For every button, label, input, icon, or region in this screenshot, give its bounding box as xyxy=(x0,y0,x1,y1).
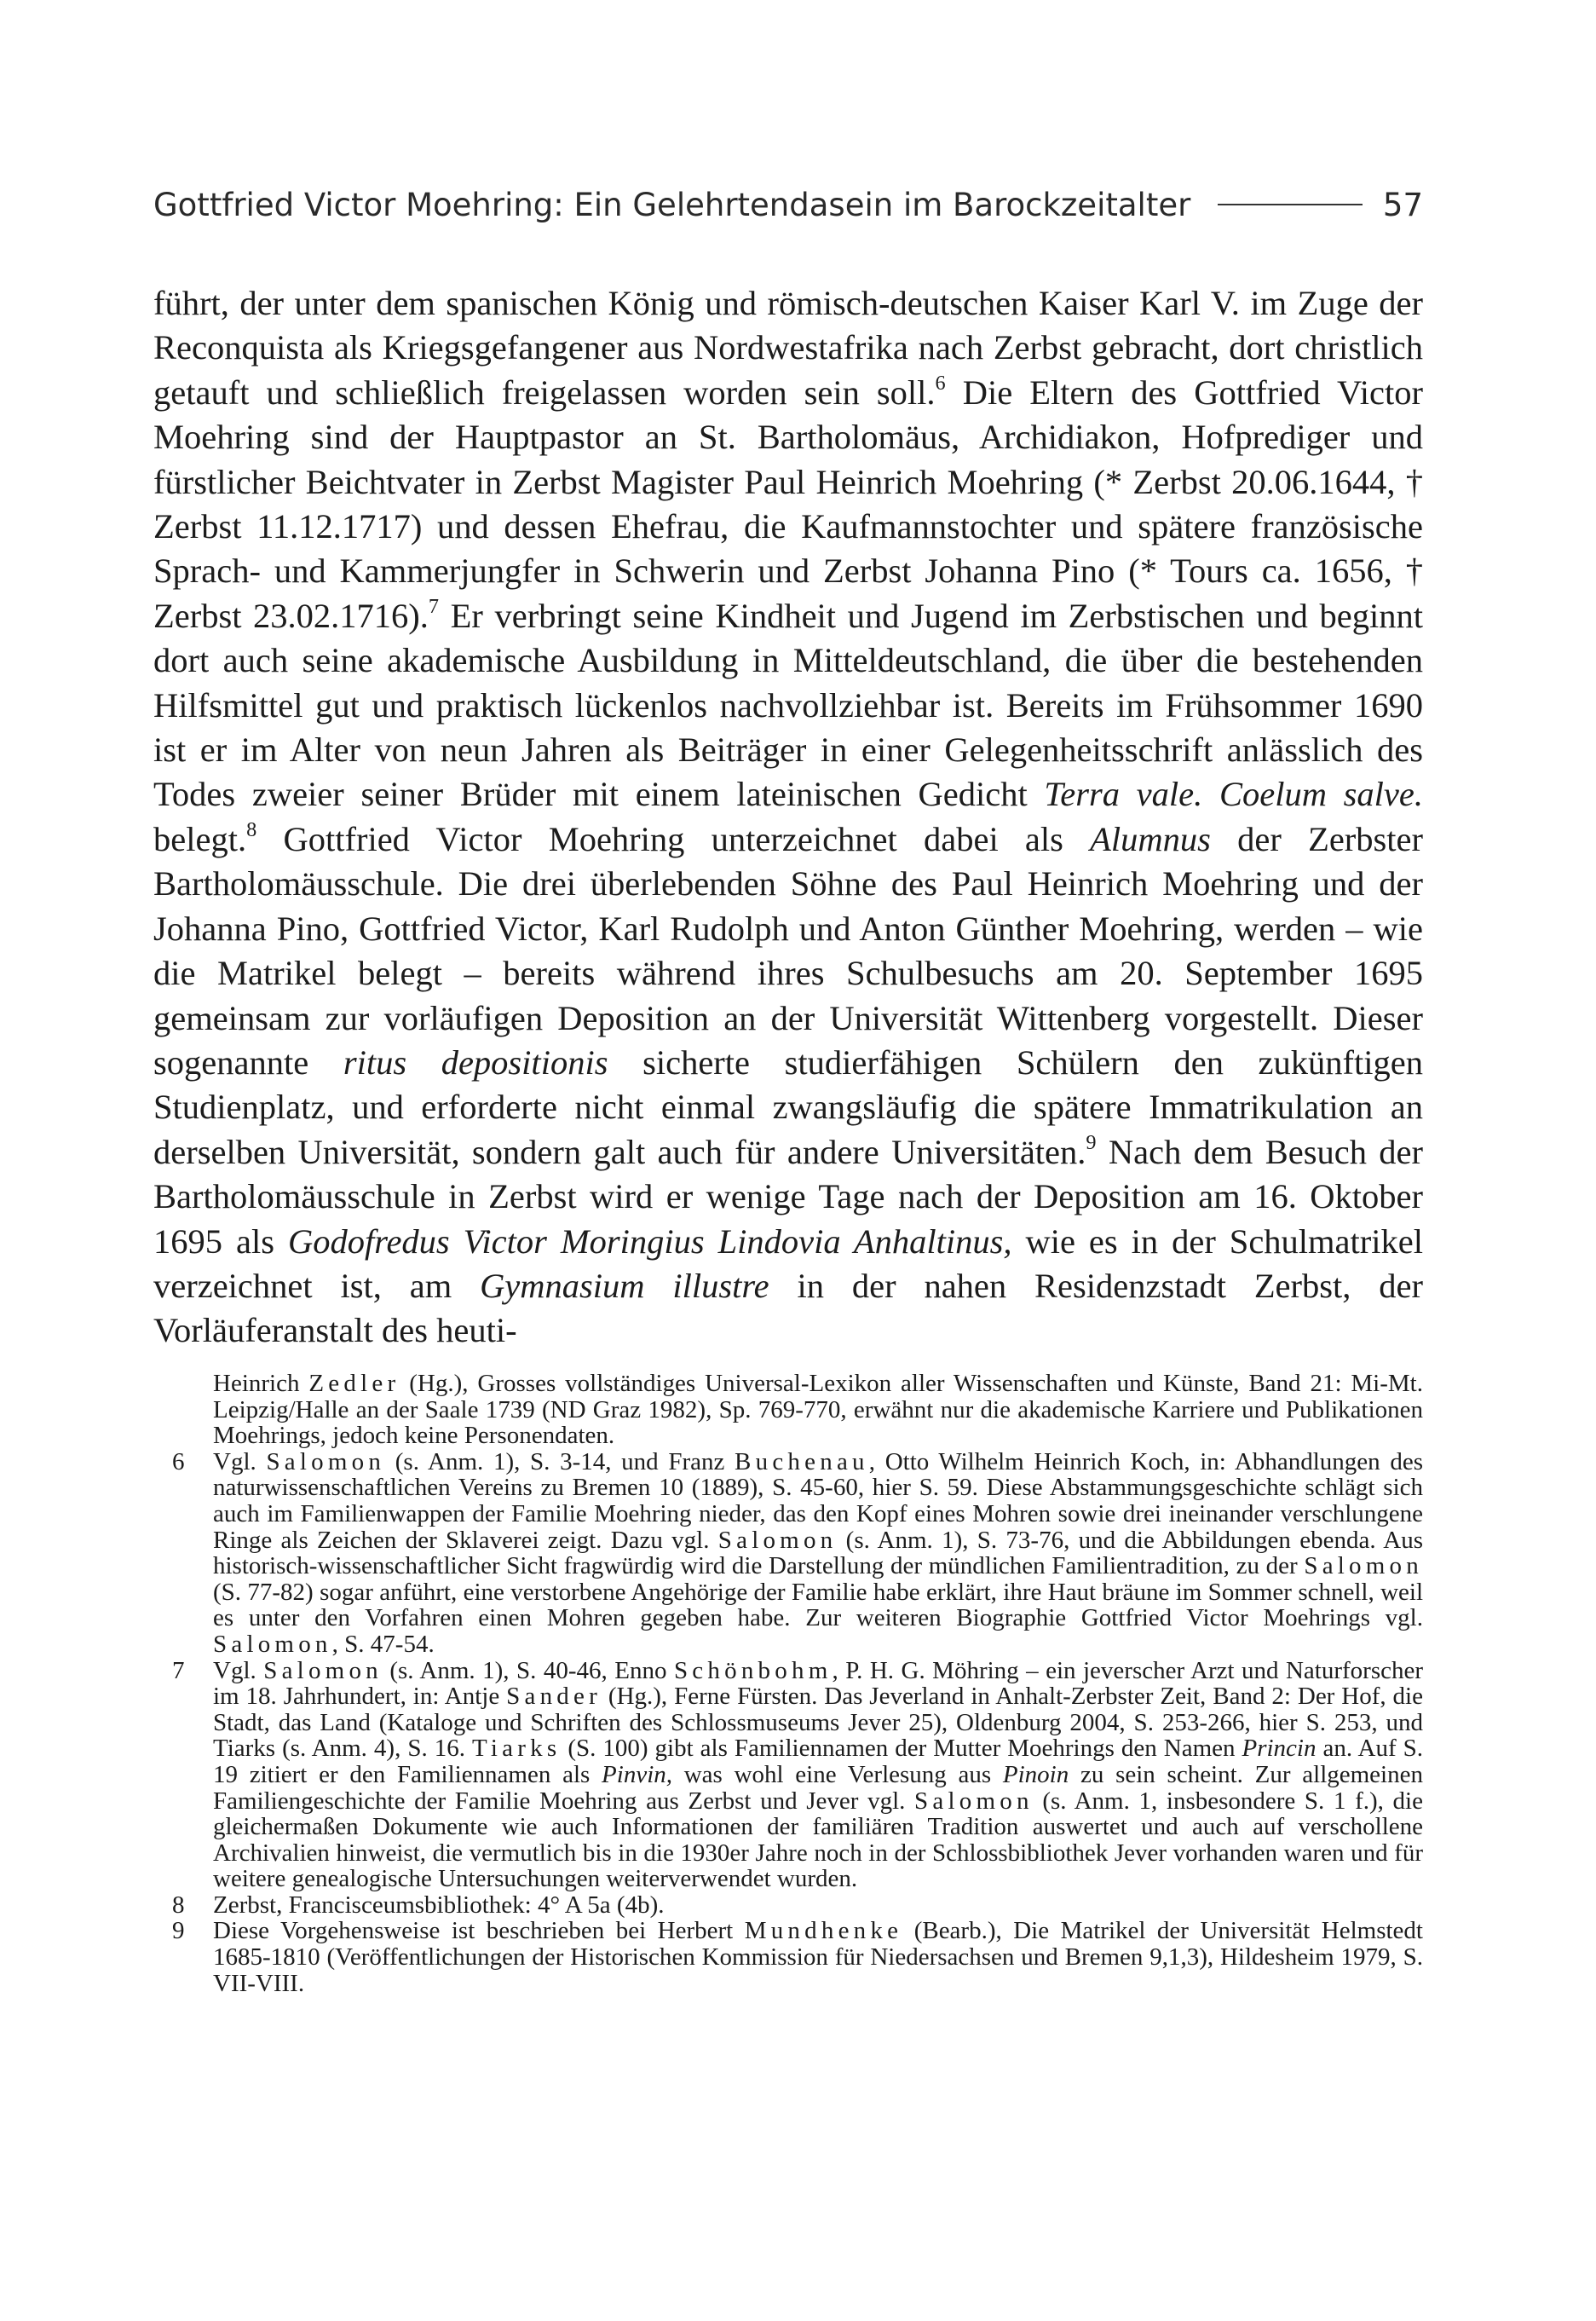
body-sentence: Nach dem Besuch der Bartholomäusschule in Zerbst wird er wenige Tage nach der Deposition am 16. Oktober 1695 als xyxy=(153,1132,1423,1261)
body-sentence: der Zerbster Bartholomäusschule. Die drei überlebenden Söhne des Paul Heinrich Moehring und der Johanna Pino, Gottfried Victor, Karl Rudolph und Anton Günther Moehring, werden – wie die Matrikel belegt – bereits während ihres Schulbesuchs am 20. September 1695 gemeinsam zur vorläufigen Deposition an der Universität Wittenberg vorgestellt. Dieser sogenannte xyxy=(153,819,1424,1082)
footnotes xyxy=(153,1371,1423,1996)
italic-name: Princin xyxy=(1242,1735,1317,1763)
italic-term: Gymnasium illustre xyxy=(480,1266,769,1305)
italic-title: Terra vale. Coelum salve. xyxy=(1044,775,1423,814)
body-sentence: in der nahen Residenzstadt Zerbst, der Vorläuferanstalt des heuti- xyxy=(153,1266,1423,1350)
footnote-text: , Otto Wilhelm Heinrich Koch, in: Abhandlungen des naturwissenschaftlichen Vereins zu Bremen 10 (1889), S. 45-60, hier S. 59. Diese Abstammungsgeschichte schlägt sich auch im Familienwappen der Familie Moehring nieder, das den Kopf eines Mohren sowie drei ineinander verschlungene Ringe als Zeichen der Sklaverei zeigt. Dazu vgl. xyxy=(213,1447,1424,1554)
author-name: Salomon xyxy=(266,1447,386,1475)
author-name: Salomon xyxy=(1304,1552,1423,1580)
running-head-title: Gottfried Victor Moehring: Ein Gelehrtendasein im Barockzeitalter xyxy=(153,186,1191,223)
italic-term: Alumnus xyxy=(1090,819,1211,858)
footnote-ref-7[interactable]: 7 xyxy=(428,594,440,618)
page-number: 57 xyxy=(1382,186,1423,223)
footnote-text: (S. 100) gibt als Familiennamen der Mutter Moehrings den Namen xyxy=(561,1735,1242,1763)
body-sentence: Die Eltern des Gottfried Victor Moehring sind der Hauptpastor an St. Bartholomäus, Archidiakon, Hofprediger und fürstlicher Beichtvater in Zerbst Magister Paul Heinrich Moehring (* Zerbst 20.06.1644, † Zerbst 11.12.1717) und dessen Ehefrau, die Kaufmannstochter und spätere französische Sprach- und Kammerjungfer in Schwerin und Zerbst Johanna Pino (* Tours ca. 1656, † Zerbst 23.02.1716). xyxy=(153,372,1423,635)
italic-name: Pinoin xyxy=(1002,1760,1069,1788)
footnote-text: (Bearb.), Die Matrikel der Universität Helmstedt 1685-1810 (Veröffentlichungen der Historischen Kommission für Niedersachsen und Bremen 9,1,3), Hildesheim 1979, S. VII-VIII. xyxy=(213,1917,1423,1997)
footnote-text: Diese Vorgehensweise ist beschrieben bei Herbert xyxy=(213,1917,745,1945)
body-sentence: wie es in der Schulmatrikel verzeichnet ist, am xyxy=(153,1221,1423,1305)
body-sentence: führt, der unter dem spanischen König und römisch-deutschen Kaiser Karl V. im Zuge der Reconquista als Kriegsgefangener aus Nordwestafrika nach Zerbst gebracht, dort christlich getauft und schließlich freigelassen worden sein soll. xyxy=(153,284,1423,412)
italic-name: Godofredus Victor Moringius Lindovia Anhaltinus, xyxy=(287,1221,1012,1261)
footnote-number: 9 xyxy=(172,1917,185,1945)
author-name: Schönbohm xyxy=(673,1656,833,1684)
footnote-text: Heinrich xyxy=(213,1370,309,1397)
italic-name: Pinvin, xyxy=(602,1760,672,1788)
footnote-text: was wohl eine Verlesung aus xyxy=(672,1760,1003,1788)
footnote-9 xyxy=(153,1918,1423,1996)
footnote-text: (s. Anm. 1), S. 73-76, und die Abbildungen ebenda. Aus historisch-wissenschaftlicher Sicht fragwürdig wird die Darstellung der mündlichen Familientradition, zu der xyxy=(213,1526,1423,1580)
footnote-text: Zerbst, Francisceumsbibliothek: 4° A 5a (4b). xyxy=(213,1891,665,1919)
author-name: Buchenau xyxy=(735,1447,869,1475)
footnote-text: (Hg.), Ferne Fürsten. Das Jeverland in Anhalt-Zerbster Zeit, Band 2: Der Hof, die Stadt, das Land (Kataloge und Schriften des Schlossmuseums Jever 25), Oldenburg 2004, S. 253-266, hier S. 253, und Tiarks (s. Anm. 4), S. 16. xyxy=(213,1683,1423,1763)
footnote-number: 8 xyxy=(172,1891,185,1919)
footnote-8 xyxy=(153,1892,1423,1919)
author-name: Mundhenke xyxy=(744,1917,903,1945)
italic-term: ritus depositionis xyxy=(343,1042,608,1082)
footnote-continuation xyxy=(153,1371,1423,1449)
footnote-text: Vgl. xyxy=(213,1447,267,1475)
footnote-text: Vgl. xyxy=(213,1656,264,1684)
footnote-text: , P. H. G. Möhring – ein jeverscher Arzt und Naturforscher im 18. Jahrhundert, in: Antje xyxy=(213,1656,1424,1711)
footnote-ref-9[interactable]: 9 xyxy=(1086,1130,1097,1154)
footnote-6 xyxy=(153,1449,1423,1658)
body-sentence: Gottfried Victor Moehring unterzeichnet dabei als xyxy=(256,819,1091,858)
footnote-text: an. Auf S. 19 zitiert er den Familiennamen als xyxy=(213,1735,1423,1788)
body-sentence: Er verbringt seine Kindheit und Jugend im Zerbstischen und beginnt dort auch seine akademische Ausbildung in Mitteldeutschland, die über die bestehenden Hilfsmittel gut und praktisch lückenlos nachvollziehbar ist. Bereits im Frühsommer 1690 ist er im Alter von neun Jahren als Beiträger in einer Gelegenheitsschrift anlässlich des Todes zweier seiner Brüder mit einem lateinischen Gedicht xyxy=(153,596,1423,814)
author-name: Salomon xyxy=(717,1526,838,1554)
footnote-number: 7 xyxy=(172,1656,185,1684)
footnote-text: zu sein scheint. Zur allgemeinen Familiengeschichte der Familie Moehring aus Zerbst und Jever vgl. xyxy=(213,1760,1423,1815)
footnote-ref-6[interactable]: 6 xyxy=(935,371,946,395)
footnote-text: (s. Anm. 1), S. 3-14, und Franz xyxy=(385,1447,735,1475)
author-name: Zedler xyxy=(308,1370,400,1397)
footnote-text: (Hg.), Grosses vollständiges Universal-Lexikon aller Wissenschaften und Künste, Band 21: Mi-Mt. Leipzig/Halle an der Saale 1739 (ND Graz 1982), Sp. 769-770, erwähnt nur die akademische Karriere und Publikationen Moehrings, jedoch keine Personendaten. xyxy=(213,1370,1423,1450)
footnote-ref-8[interactable]: 8 xyxy=(246,817,257,841)
author-name: Salomon xyxy=(213,1630,332,1658)
footnote-text: (s. Anm. 1), S. 40-46, Enno xyxy=(382,1656,674,1684)
author-name: Sander xyxy=(506,1683,602,1711)
author-name: Salomon xyxy=(263,1656,383,1684)
author-name: Salomon xyxy=(914,1787,1034,1815)
author-name: Tiarks xyxy=(471,1735,562,1763)
running-head-rule xyxy=(1218,204,1363,205)
body-sentence: sicherte studierfähigen Schülern den zukünftigen Studienplatz, und erforderte nicht einmal zwangsläufig die spätere Immatrikulation an derselben Universität, sondern galt auch für andere Universitäten. xyxy=(153,1042,1423,1171)
body-sentence: belegt. xyxy=(153,819,247,858)
running-head xyxy=(153,181,1423,228)
footnote-number: 6 xyxy=(172,1447,185,1475)
footnote-text: , S. 47-54. xyxy=(331,1630,435,1658)
body-text xyxy=(153,281,1423,1354)
footnote-text: (s. Anm. 1, insbesondere S. 1 f.), die gleichermaßen Dokumente wie auch Informationen der familiären Tradition auswertet und auch auf verschollene Archivalien hinweist, die vermutlich bis in die 1930er Jahre noch in der Schlossbibliothek Jever vorhanden waren und für weitere genealogische Untersuchungen weiterverwendet wurden. xyxy=(213,1787,1423,1893)
footnote-text: (S. 77-82) sogar anführt, eine verstorbene Angehörige der Familie habe erklärt, ihre Haut bräune im Sommer schnell, weil es unter den Vorfahren einen Mohren gegeben habe. Zur weiteren Biographie Gottfried Victor Moehrings vgl. xyxy=(213,1578,1423,1632)
footnote-7 xyxy=(153,1658,1423,1892)
